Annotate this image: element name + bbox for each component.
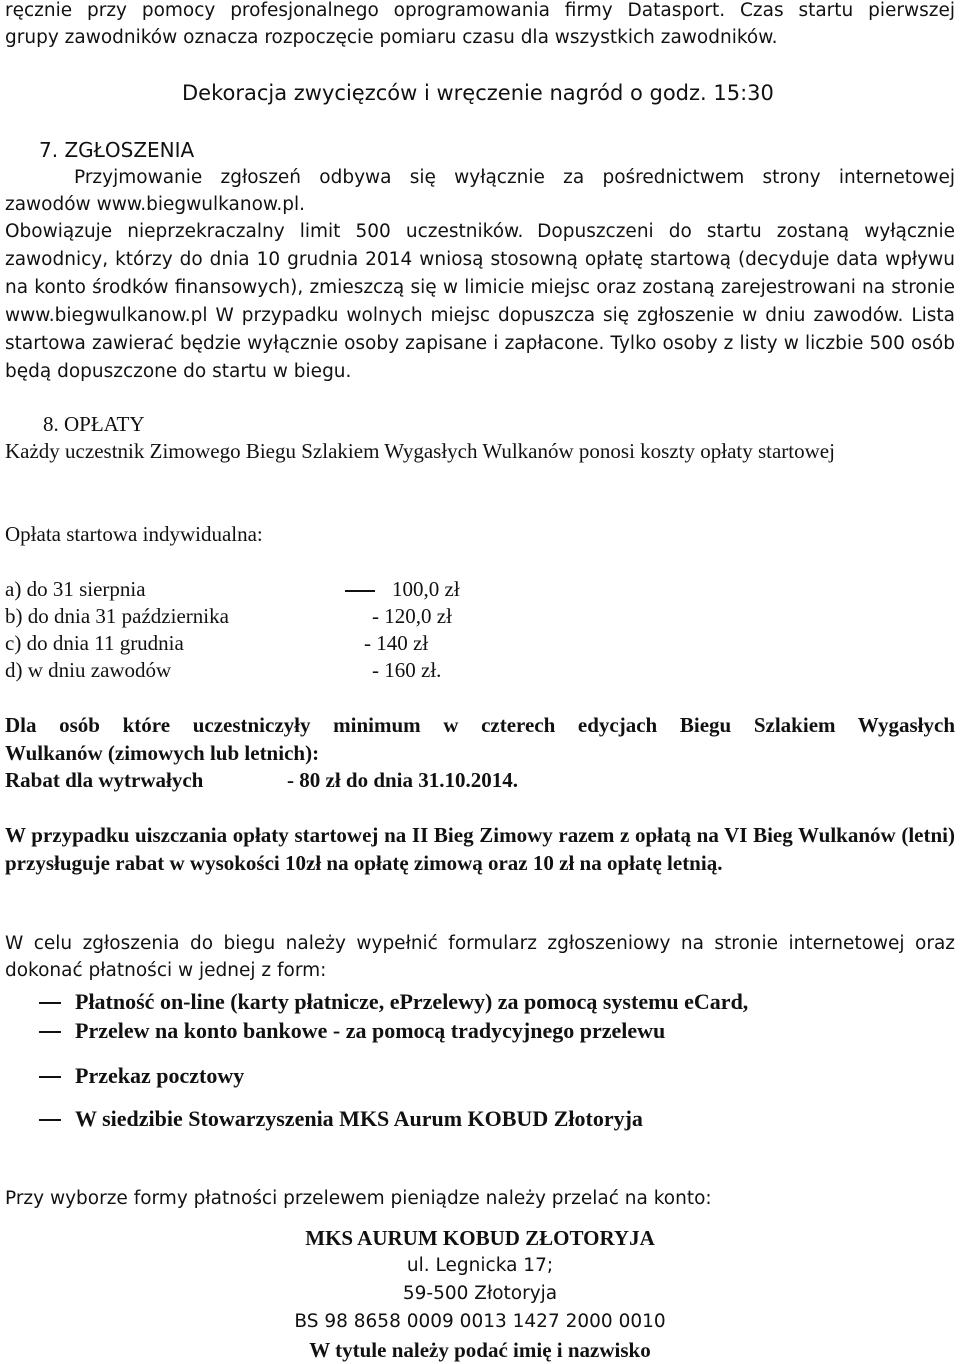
loyalty-label: Rabat dla wytrwałych (5, 768, 204, 792)
section-8-intro: Każdy uczestnik Zimowego Biegu Szlakiem Wygasłych Wulkanów ponosi koszty opłaty startowej (5, 439, 835, 463)
payment-method-label: W siedzibie Stowarzyszenia MKS Aurum KOBUD Złotoryja (75, 1106, 643, 1131)
loyalty-value: - 80 zł do dnia 31.10.2014. (287, 768, 519, 792)
transfer-title-note: W tytule należy podać imię i nazwisko (309, 1338, 651, 1362)
dash-bullet-icon (39, 1002, 61, 1004)
fee-row (5, 630, 605, 657)
fee-amount: - 120,0 zł (372, 604, 452, 628)
dash-bullet-icon (39, 1076, 61, 1078)
fee-label: b) do dnia 31 października (5, 604, 229, 628)
fee-amount: - 140 zł (364, 631, 429, 655)
section-7-heading: 7. ZGŁOSZENIA (39, 138, 195, 162)
dash-bullet-icon (39, 1031, 61, 1033)
combo-discount: W przypadku uiszczania opłaty startowej na II Bieg Zimowy razem z opłatą na VI Bieg Wulkanów (letni) przysługuje rabat w wysokości 10zł na opłatę zimową oraz 10 zł na opłatę letnią. (5, 823, 955, 875)
payment-line-2: dokonać płatności w jednej z form: (5, 960, 327, 981)
decoration-note: Dekoracja zwycięzców i wręczenie nagród o godz. 15:30 (182, 81, 774, 105)
intro-line-1: ręcznie przy pomocy profesjonalnego oprogramowania firmy Datasport. Czas startu pierwszej (5, 0, 955, 21)
admission-rules: Dopuszczeni do startu zostaną wyłącznie zawodnicy, którzy do dnia 10 grudnia 2014 wniosą stosowną opłatę startową (decyduje data wpływu na konto środków finansowych), zmieszczą się w limicie miejsc oraz zostaną zarejestrowani na stronie www.biegwulkanow.pl W przypadku wolnych miejsc dopuszcza się zgłoszenie w dniu zawodów. Lista startowa zawierać będzie wyłącznie osoby zapisane i zapłacone. Tylko osoby z listy w liczbie 500 osób będą dopuszczone do startu w biegu. (5, 221, 956, 382)
loyalty-line-2: Wulkanów (zimowych lub letnich): (5, 741, 320, 765)
loyalty-discount-row (5, 766, 955, 794)
account-city: 59-500 Złotoryja (402, 1283, 558, 1304)
fee-amount: 100,0 zł (392, 577, 460, 601)
payment-method-label: Przelew na konto bankowe - za pomocą tradycyjnego przelewu (75, 1018, 666, 1043)
account-holder-name: MKS AURUM KOBUD ZŁOTORYJA (305, 1226, 655, 1250)
payment-method-label: Przekaz pocztowy (75, 1063, 245, 1088)
fee-label: a) do 31 sierpnia (5, 577, 146, 601)
fee-row (5, 576, 605, 603)
section-7-p2 (5, 218, 955, 380)
fee-amount: - 160 zł. (372, 658, 442, 682)
account-number: BS 98 8658 0009 0013 1427 2000 0010 (294, 1311, 666, 1332)
payment-line-1: W celu zgłoszenia do biegu należy wypełnić formularz zgłoszeniowy na stronie internetowej oraz (5, 933, 955, 954)
transfer-intro: Przy wyborze formy płatności przelewem pieniądze należy przelać na konto: (5, 1188, 712, 1209)
payment-method-label: Płatność on-line (karty płatnicze, ePrzelewy) za pomocą systemu eCard, (75, 989, 749, 1014)
section-8-heading: 8. OPŁATY (43, 412, 145, 436)
fee-title: Opłata startowa indywidualna: (5, 522, 263, 546)
intro-line-2: grupy zawodników oznacza rozpoczęcie pomiaru czasu dla wszystkich zawodników. (5, 27, 778, 48)
account-street: ul. Legnicka 17; (406, 1255, 554, 1276)
section-7-p1-line1: Przyjmowanie zgłoszeń odbywa się wyłącznie za pośrednictwem strony internetowej (74, 167, 955, 188)
fee-table (5, 576, 955, 686)
fee-label: c) do dnia 11 grudnia (5, 631, 184, 655)
fee-label: d) w dniu zawodów (5, 658, 172, 682)
bank-account-block (5, 1224, 955, 1364)
section-7-p1-line2: zawodów www.biegwulkanow.pl. (5, 194, 305, 215)
fee-dash (345, 590, 375, 592)
limit-notice: Obowiązuje nieprzekraczalny limit 500 uczestników. (5, 221, 524, 242)
dash-bullet-icon (39, 1119, 61, 1121)
loyalty-line-1: Dla osób które uczestniczyły minimum w czterech edycjach Biegu Szlakiem Wygasłych (5, 713, 955, 737)
payment-methods-list (5, 986, 955, 1136)
fee-row (5, 657, 605, 684)
fee-row (5, 603, 605, 630)
